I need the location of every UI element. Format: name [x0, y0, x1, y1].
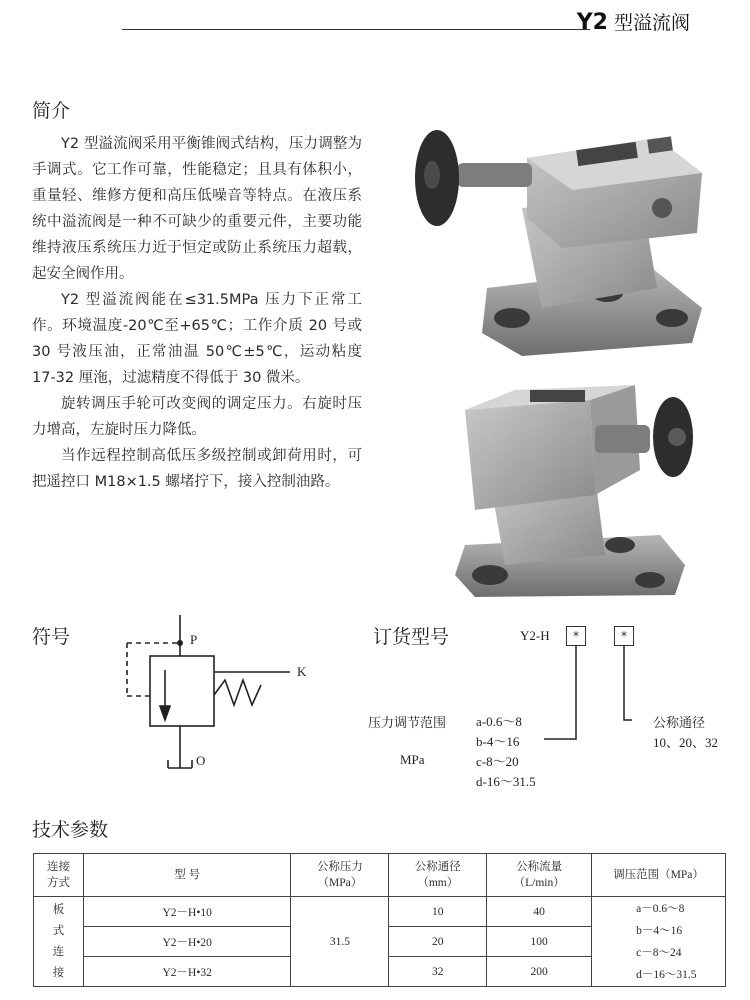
order-diameter-box: * — [614, 626, 634, 646]
order-pressure-unit: MPa — [400, 752, 425, 767]
hydraulic-symbol-diagram — [110, 610, 340, 785]
pressure-option: d-16～31.5 — [476, 774, 536, 789]
junction-dot — [177, 640, 183, 646]
intro-paragraph: Y2 型溢流阀采用平衡锥阀式结构，压力调整为手调式。它工作可靠，性能稳定；且具有体积小，重量轻、维修方便和高压低噪音等特点。在液压系统中溢流阀是一种不可缺少的重要元件，主要功能维持液压系统压力近于恒定或防止系统压力超载，起安全阀作用。 — [32, 136, 362, 282]
page-header-title — [577, 8, 690, 35]
model-cell: Y2－H•32 — [83, 957, 291, 987]
header-title-text: 型溢流阀 — [613, 12, 690, 34]
symbol-label-o: O — [196, 753, 206, 768]
order-diameter-values: 10、20、32 — [653, 735, 719, 750]
pressure-range-cell: a－0.6～8 b－4～16 c－8～24 d－16～31.5 — [592, 897, 726, 987]
valve-photo-bottom — [445, 385, 725, 600]
pressure-option: c-8～20 — [476, 754, 519, 769]
table-header-row — [34, 854, 726, 897]
header-range: 调压范围（MPa） — [592, 854, 726, 897]
flow-cell: 100 — [487, 927, 592, 957]
header-connection: 连接 方式 — [34, 854, 84, 897]
flow-cell: 40 — [487, 897, 592, 927]
nominal-pressure-cell: 31.5 — [291, 897, 389, 987]
tech-heading: 技术参数 — [32, 819, 109, 841]
header-flow: 公称流量 （L/min） — [487, 854, 592, 897]
intro-paragraph: Y2 型溢流阀能在≤31.5MPa 压力下正常工作。环境温度-20℃至+65℃；工作介质 20 号或 30 号液压油，正常油温 50℃±5℃，运动粘度 17-32 厘沲，过滤精度不得低于 30 微米。 — [32, 292, 362, 386]
order-pressure-label: 压力调节范围 — [368, 716, 447, 731]
pressure-option: b-4～16 — [476, 734, 520, 749]
connection-cell: 板 式 连 接 — [34, 897, 84, 987]
header-diameter: 公称通径 （mm） — [389, 854, 487, 897]
order-pressure-box: * — [566, 626, 586, 646]
order-model-prefix: Y2-H — [520, 628, 550, 643]
table-row — [34, 897, 726, 927]
intro-paragraph: 旋转调压手轮可改变阀的调定压力。右旋时压力增高，左旋时压力降低。 — [32, 396, 362, 438]
order-heading: 订货型号 — [373, 626, 450, 648]
order-pressure-options — [476, 712, 536, 792]
symbol-heading: 符号 — [32, 626, 71, 648]
model-cell: Y2－H•10 — [83, 897, 291, 927]
intro-paragraph: 当作远程控制高低压多级控制或卸荷用时，可把遥控口 M18×1.5 螺堵拧下，接入控制油路。 — [32, 448, 362, 490]
order-leader-lines — [520, 645, 660, 755]
diameter-cell: 32 — [389, 957, 487, 987]
header-code: Y2 — [576, 10, 608, 35]
model-cell: Y2－H•20 — [83, 927, 291, 957]
diameter-cell: 10 — [389, 897, 487, 927]
symbol-label-k: K — [297, 664, 307, 679]
diameter-cell: 20 — [389, 927, 487, 957]
order-diameter-label: 公称通径 — [653, 716, 706, 731]
header-rule — [122, 29, 590, 30]
flow-cell: 200 — [487, 957, 592, 987]
header-pressure: 公称压力 （MPa） — [291, 854, 389, 897]
pressure-option: a-0.6～8 — [476, 714, 522, 729]
tech-spec-table — [33, 853, 726, 987]
header-model: 型 号 — [83, 854, 291, 897]
intro-heading: 简介 — [32, 100, 71, 122]
intro-text — [32, 131, 362, 495]
valve-photo-top — [402, 118, 722, 358]
symbol-label-p: P — [190, 632, 198, 647]
